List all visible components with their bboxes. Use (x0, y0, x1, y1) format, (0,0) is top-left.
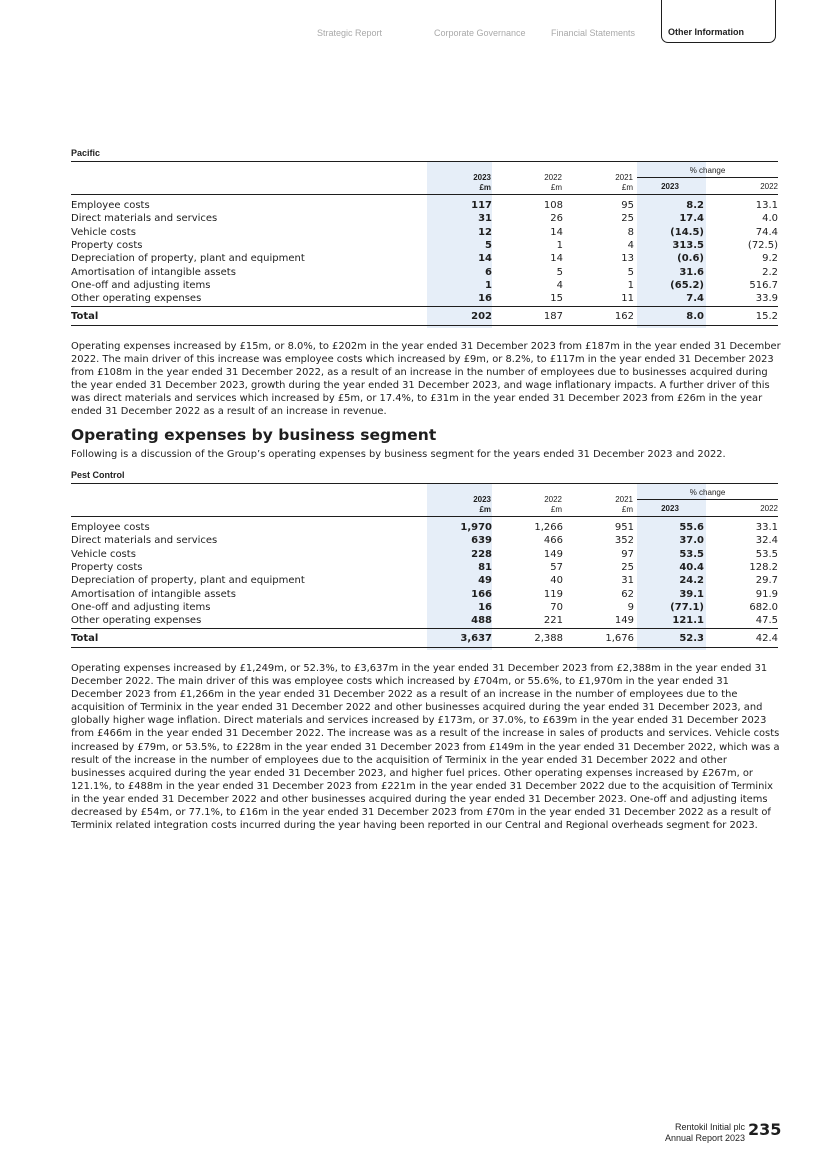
cell-pct-2022: 74.4 (755, 226, 778, 238)
cell-2022: 70 (550, 601, 563, 613)
row-label: Other operating expenses (71, 293, 202, 305)
cell-2021: 352 (614, 535, 634, 547)
cell-pct-2023: 37.0 (679, 535, 704, 547)
row-label: Employee costs (71, 522, 150, 533)
footer (665, 1122, 745, 1144)
row-label: Other operating expenses (71, 615, 202, 627)
tab-other-information[interactable] (661, 0, 776, 43)
cell-2023: 14 (478, 253, 492, 265)
cell-pct-2022: 516.7 (749, 279, 778, 291)
divider (71, 306, 778, 307)
divider (71, 628, 778, 629)
row-label: Amortisation of intangible assets (71, 588, 236, 600)
cell-2023: 228 (471, 548, 492, 560)
cell-pct-2023: 52.3 (679, 632, 704, 644)
divider (71, 325, 778, 326)
cell-pct-2022: (72.5) (747, 239, 778, 251)
cell-pct-2022: 4.0 (762, 213, 778, 225)
cell-pct-2022: 47.5 (755, 615, 778, 627)
pacific-table (71, 148, 778, 330)
pest-control-commentary: Operating expenses increased by £1,249m, or 52.3%, to £3,637m in the year ended 31 December 2023 from £2,388m in the year ended 31 December 2022. The main driver of this was employee costs which increased by £704m, or 55.6%, to £1,970m in the year ended 31 December 2023 from £1,266m in the year ended 31 December 2022 as a result of an increase in the number of employees due to the acquisition of Terminix in the year ended 31 December 2022 and other businesses acquired during the year ended 31 December 2023, and globally higher wage inflation. Direct materials and services increased by £173m, or 37.0%, to £639m in the year ended 31 December 2023 from £466m in the year ended 31 December 2022. The increase was as a result of the increase in sales of products and services. Vehicle costs increased by £79m, or 53.5%, to £228m in the year ended 31 December 2023 from £149m in the year ended 31 December 2022, which was a result of the increase in the number of employees due to the acquisition of Terminix in the year ended 31 December 2022 and other businesses acquired during the year ended 31 December 2023, and higher fuel prices. Other operating expenses increased by £267m, or 121.1%, to £488m in the year ended 31 December 2023 from £221m in the year ended 31 December 2022 due to the acquisition of Terminix in the year ended 31 December 2022 and other businesses acquired during the year ended 31 December 2023. One-off and adjusting items decreased by £54m, or 77.1%, to £16m in the year ended 31 December 2023 from £70m in the year ended 31 December 2022 as a result of Terminix related integration costs incurred during the year having been reported in our Central and Regional overheads segment for 2023. (71, 663, 780, 832)
cell-2023: 117 (471, 200, 492, 211)
cell-pct-2023: 17.4 (679, 213, 704, 225)
cell-pct-2023: 31.6 (679, 266, 704, 278)
cell-2021: 162 (614, 310, 634, 322)
table-row (71, 279, 778, 292)
cell-2023: 31 (478, 213, 492, 225)
cell-pct-2023: (14.5) (670, 226, 704, 238)
section-intro: Following is a discussion of the Group’s operating expenses by business segment for the years ended 31 December 2023 and 2022. (71, 449, 726, 460)
cell-pct-2022: 13.1 (755, 200, 778, 211)
cell-2022: 466 (543, 535, 563, 547)
table-row (71, 212, 778, 225)
cell-2021: 8 (627, 226, 634, 238)
table-row (71, 266, 778, 279)
cell-2022: 40 (550, 575, 563, 587)
cell-pct-2023: 24.2 (679, 575, 704, 587)
table-row (71, 252, 778, 265)
col-unit-2023: £m (479, 183, 491, 192)
col-header-2023: 2023 (473, 495, 491, 504)
cell-2022: 1,266 (534, 522, 563, 533)
cell-2022: 4 (556, 279, 563, 291)
cell-2022: 119 (543, 588, 563, 600)
table-row (71, 601, 778, 614)
table-row (71, 239, 778, 252)
cell-pct-2023: 121.1 (672, 615, 704, 627)
col-header-pct-2023: 2023 (661, 182, 679, 191)
col-header-pct-2022: 2022 (760, 504, 778, 513)
col-unit-2022: £m (550, 183, 562, 192)
cell-2021: 31 (621, 575, 634, 587)
cell-2023: 1,970 (460, 522, 492, 533)
col-header-pct-2023: 2023 (661, 504, 679, 513)
cell-2022: 108 (543, 200, 563, 211)
footer-company: Rentokil Initial plc (674, 1122, 745, 1132)
cell-pct-2023: 8.2 (686, 200, 704, 211)
cell-2022: 221 (543, 615, 563, 627)
cell-2022: 26 (550, 213, 563, 225)
cell-pct-2023: (77.1) (670, 601, 704, 613)
tab-financial-statements[interactable]: Financial Statements (551, 28, 636, 38)
col-unit-2021: £m (621, 505, 633, 514)
cell-2021: 25 (621, 561, 634, 573)
cell-pct-2023: 7.4 (686, 293, 704, 305)
cell-2023: 16 (478, 293, 492, 305)
table-row (71, 548, 778, 561)
cell-2023: 81 (478, 561, 492, 573)
row-label: Property costs (71, 239, 143, 251)
cell-pct-2023: 39.1 (679, 588, 704, 600)
tab-other-information-label: Other Information (668, 27, 744, 37)
row-label: Employee costs (71, 200, 150, 211)
cell-2021: 97 (621, 548, 634, 560)
cell-2023: 166 (471, 588, 492, 600)
divider (637, 499, 778, 500)
col-header-pct-change: % change (689, 166, 726, 175)
col-header-2021: 2021 (615, 173, 633, 182)
cell-2022: 5 (556, 266, 563, 278)
tab-strategic-report[interactable]: Strategic Report (317, 28, 383, 38)
total-label: Total (71, 310, 99, 322)
row-label: Depreciation of property, plant and equipment (71, 575, 305, 587)
cell-2023: 16 (478, 601, 492, 613)
table-caption: Pest Control (71, 470, 125, 480)
cell-2021: 951 (614, 522, 634, 533)
cell-2021: 62 (621, 588, 634, 600)
row-label: Vehicle costs (71, 548, 136, 560)
cell-pct-2022: 33.9 (755, 293, 778, 305)
row-label: Direct materials and services (71, 213, 218, 225)
cell-pct-2023: 40.4 (679, 561, 704, 573)
row-label: Amortisation of intangible assets (71, 266, 236, 278)
table-caption: Pacific (71, 148, 101, 158)
cell-2022: 15 (550, 293, 563, 305)
col-header-2023: 2023 (473, 173, 491, 182)
cell-2023: 3,637 (460, 632, 492, 644)
cell-2021: 95 (621, 200, 634, 211)
cell-pct-2023: 8.0 (686, 310, 704, 322)
cell-pct-2022: 33.1 (755, 522, 778, 533)
cell-pct-2022: 91.9 (755, 588, 778, 600)
cell-2023: 49 (478, 575, 492, 587)
row-label: Depreciation of property, plant and equipment (71, 253, 305, 265)
cell-2022: 149 (543, 548, 563, 560)
cell-2022: 57 (550, 561, 563, 573)
table-row (71, 521, 778, 534)
cell-pct-2022: 2.2 (762, 266, 778, 278)
page-number: 235 (748, 1120, 782, 1139)
pest-control-table (71, 470, 778, 652)
cell-pct-2023: (0.6) (677, 253, 704, 265)
cell-pct-2023: 313.5 (672, 239, 704, 251)
tab-corporate-governance[interactable]: Corporate Governance (434, 28, 526, 38)
col-header-pct-2022: 2022 (760, 182, 778, 191)
col-unit-2023: £m (479, 505, 491, 514)
col-header-2022: 2022 (544, 495, 562, 504)
row-label: Property costs (71, 561, 143, 573)
cell-2021: 1 (627, 279, 634, 291)
cell-2021: 1,676 (605, 632, 634, 644)
row-label: One-off and adjusting items (71, 601, 211, 613)
table-row (71, 199, 778, 212)
cell-2023: 5 (485, 239, 492, 251)
cell-2023: 1 (485, 279, 492, 291)
cell-pct-2022: 32.4 (755, 535, 778, 547)
cell-2022: 2,388 (534, 632, 563, 644)
cell-pct-2023: 53.5 (679, 548, 704, 560)
divider (71, 516, 778, 517)
table-row (71, 534, 778, 547)
col-unit-2021: £m (621, 183, 633, 192)
section-heading: Operating expenses by business segment (71, 426, 437, 444)
cell-pct-2022: 29.7 (755, 575, 778, 587)
cell-2022: 14 (550, 253, 563, 265)
row-label: Direct materials and services (71, 535, 218, 547)
cell-2023: 488 (471, 615, 492, 627)
col-header-2021: 2021 (615, 495, 633, 504)
cell-2023: 639 (471, 535, 492, 547)
cell-2023: 12 (478, 226, 492, 238)
table-row (71, 292, 778, 305)
cell-2023: 202 (471, 310, 492, 322)
cell-pct-2023: (65.2) (670, 279, 704, 291)
cell-pct-2023: 55.6 (679, 522, 704, 533)
cell-2022: 14 (550, 226, 563, 238)
table-row (71, 226, 778, 239)
cell-2021: 25 (621, 213, 634, 225)
pacific-commentary: Operating expenses increased by £15m, or 8.0%, to £202m in the year ended 31 December 2023 from £187m in the year ended 31 December 2022. The main driver of this increase was employee costs which increased by £9m, or 8.2%, to £117m in the year ended 31 December 2023 from £108m in the year ended 31 December 2022, as a result of an increase in the number of employees due to businesses acquired during the year ended 31 December 2023, growth during the year ended 31 December 2023, and wage inflationary impacts. A further driver of this was direct materials and services which increased by £5m, or 17.4%, to £31m in the year ended 31 December 2023 from £26m in the year ended 31 December 2022 as a result of an increase in revenue. (71, 341, 781, 418)
cell-pct-2022: 682.0 (749, 601, 778, 613)
cell-2022: 1 (556, 239, 563, 251)
table-row (71, 574, 778, 587)
cell-2021: 5 (627, 266, 634, 278)
cell-pct-2022: 9.2 (762, 253, 778, 265)
cell-2021: 13 (621, 253, 634, 265)
table-row (71, 561, 778, 574)
footer-report-title: Annual Report 2023 (664, 1133, 745, 1143)
divider (637, 177, 778, 178)
cell-2021: 11 (621, 293, 634, 305)
total-row (71, 310, 778, 323)
col-unit-2022: £m (550, 505, 562, 514)
cell-2021: 149 (614, 615, 634, 627)
total-row (71, 632, 778, 645)
col-header-2022: 2022 (544, 173, 562, 182)
total-label: Total (71, 632, 99, 644)
cell-2021: 9 (627, 601, 634, 613)
cell-2022: 187 (543, 310, 563, 322)
col-header-pct-change: % change (689, 488, 726, 497)
cell-2021: 4 (627, 239, 634, 251)
cell-pct-2022: 53.5 (755, 548, 778, 560)
row-label: One-off and adjusting items (71, 279, 211, 291)
cell-pct-2022: 128.2 (749, 561, 778, 573)
table-row (71, 614, 778, 627)
table-row (71, 588, 778, 601)
row-label: Vehicle costs (71, 226, 136, 238)
cell-pct-2022: 15.2 (755, 310, 778, 322)
divider (71, 194, 778, 195)
section-nav (0, 0, 825, 46)
cell-2023: 6 (485, 266, 492, 278)
cell-pct-2022: 42.4 (755, 632, 778, 644)
divider (71, 647, 778, 648)
